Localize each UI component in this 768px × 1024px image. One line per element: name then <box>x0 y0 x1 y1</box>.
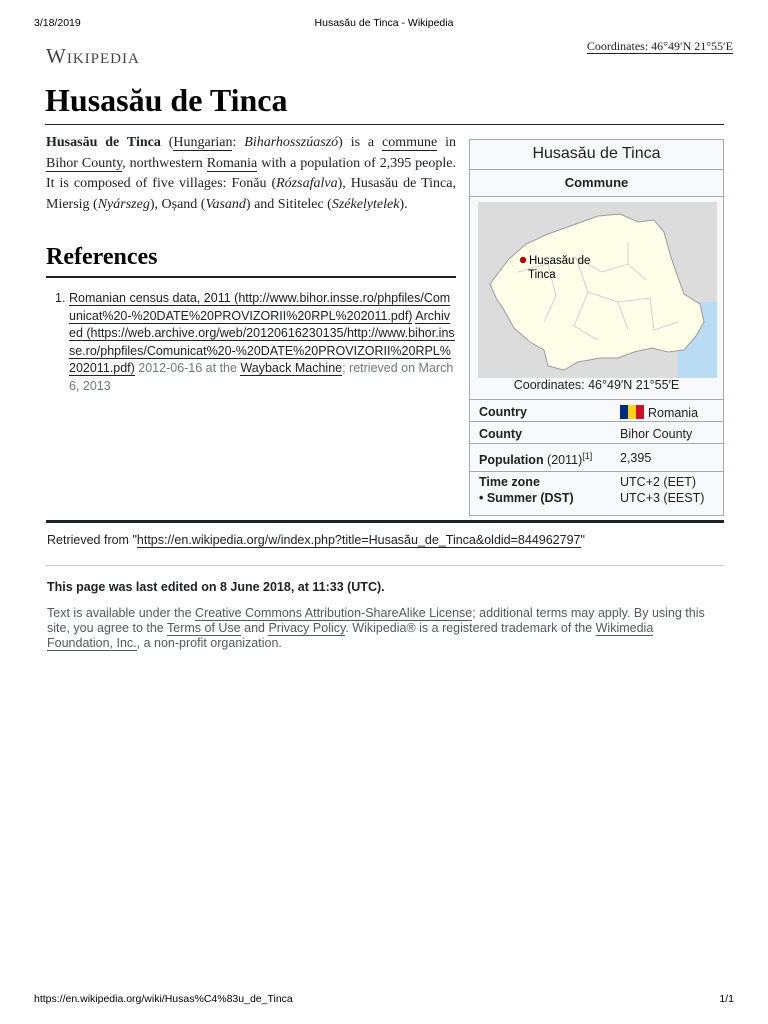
row-time-zone: Time zone UTC+2 (EET) <box>470 471 723 489</box>
print-doc-title: Husasău de Tinca - Wikipedia <box>314 17 454 29</box>
row-population: Population (2011)[1] 2,395 <box>470 443 723 471</box>
link-time-zone[interactable]: UTC+2 (EET) <box>620 475 697 489</box>
row-county: County Bihor County <box>470 421 723 443</box>
page-number: 1/1 <box>719 993 734 1005</box>
location-marker <box>520 257 526 263</box>
reference-item: 1. Romanian census data, 2011 (http://www.bihor.insse.ro/phpfiles/Comunicat%20-%20DATE%20PROVIZORII%20RPL%202011.pdf) Archived (https://web.archive.org/web/20120616230135/http://www.bihor.insse.ro/phpfiles/Comunicat%20-%20DATE%20PROVIZORII%20RPL%202011.pdf) 2012-06-16 at the Wayback Machine; retrieved on March 6, 2013 <box>55 291 455 393</box>
references-heading: References <box>46 244 158 270</box>
location-map[interactable] <box>478 202 717 378</box>
print-url: https://en.wikipedia.org/wiki/Husas%C4%83u_de_Tinca <box>34 993 293 1005</box>
infobox-coordinates[interactable]: Coordinates: 46°49′N 21°55′E <box>513 378 680 392</box>
map-label: Husasău de Tinca <box>528 255 591 281</box>
coordinates-top[interactable]: Coordinates: 46°49′N 21°55′E <box>586 39 733 53</box>
retrieved-url-link[interactable]: https://en.wikipedia.org/w/index.php?title=Husasău_de_Tinca&oldid=844962797 <box>136 533 581 547</box>
row-country: Country Romania <box>470 399 723 421</box>
census-link[interactable]: Romanian census data, 2011 (http://www.bihor.insse.ro/phpfiles/Comunicat%20-%20DATE%20PROVIZORII%20RPL%202011.pdf) <box>69 291 451 323</box>
license-text: Text is available under the Creative Commons Attribution-ShareAlike License; additional terms may apply. By using this site, you agree to the Terms of Use and Privacy Policy. Wikipedia® is a registered trademark of the Wikimedia Foundation, Inc., a non-profit organization. <box>47 606 705 650</box>
title-divider <box>45 124 724 125</box>
archived-link[interactable]: Archived (https://web.archive.org/web/20120616230135/http://www.bihor.insse.ro/phpfiles/Comunicat%20-%20DATE%20PROVIZORII%20RPL%202011.pdf) <box>69 308 455 375</box>
infobox-subtitle: Commune <box>564 175 629 190</box>
link-county[interactable]: Bihor County <box>620 427 693 441</box>
retrieved-from: Retrieved from "https://en.wikipedia.org/w/index.php?title=Husasău_de_Tinca&oldid=844962797" <box>47 533 585 547</box>
print-date: 3/18/2019 <box>34 17 81 29</box>
privacy-link[interactable]: Privacy Policy <box>268 621 346 635</box>
references-divider <box>46 276 456 278</box>
lead-paragraph: Husasău de Tinca (Hungarian: Biharhosszúaszó) is a commune in Bihor County, northwestern Romania with a population of 2,395 people. It is composed of five villages: Fonău (Rózsafalva), Husasău de Tinca, Miersig (Nyárszeg), Oșand (Vasand) and Sititelec (Székelytelek). <box>46 135 457 212</box>
reference-number: 1. <box>55 291 66 305</box>
wikipedia-wordmark[interactable]: Wikipedia <box>46 44 140 68</box>
romania-flag-icon <box>620 405 644 419</box>
last-edited: This page was last edited on 8 June 2018, at 11:33 (UTC). <box>47 580 385 594</box>
infobox-title: Husasău de Tinca <box>532 145 661 162</box>
footer-divider <box>46 520 724 523</box>
infobox <box>469 139 724 516</box>
link-romania[interactable]: Romania <box>206 155 258 171</box>
link-bihor-county[interactable]: Bihor County <box>46 155 123 171</box>
link-hungarian[interactable]: Hungarian <box>173 135 233 150</box>
link-dst[interactable]: UTC+3 (EEST) <box>620 491 705 505</box>
row-summer-dst: • Summer (DST) UTC+3 (EEST) <box>479 491 705 505</box>
page-title: Husasău de Tinca <box>45 82 288 118</box>
link-commune[interactable]: commune <box>382 135 438 150</box>
terms-link[interactable]: Terms of Use <box>167 621 241 635</box>
references-list <box>55 290 455 395</box>
link-country[interactable]: Romania <box>648 406 699 420</box>
wayback-link[interactable]: Wayback Machine <box>240 361 343 375</box>
cc-license-link[interactable]: Creative Commons Attribution-ShareAlike License <box>195 606 473 620</box>
print-footer <box>0 993 768 1007</box>
wikimedia-link[interactable]: Wikimedia Foundation, Inc. <box>47 621 654 650</box>
citation-1[interactable]: [1] <box>582 451 593 461</box>
print-header <box>0 17 768 31</box>
